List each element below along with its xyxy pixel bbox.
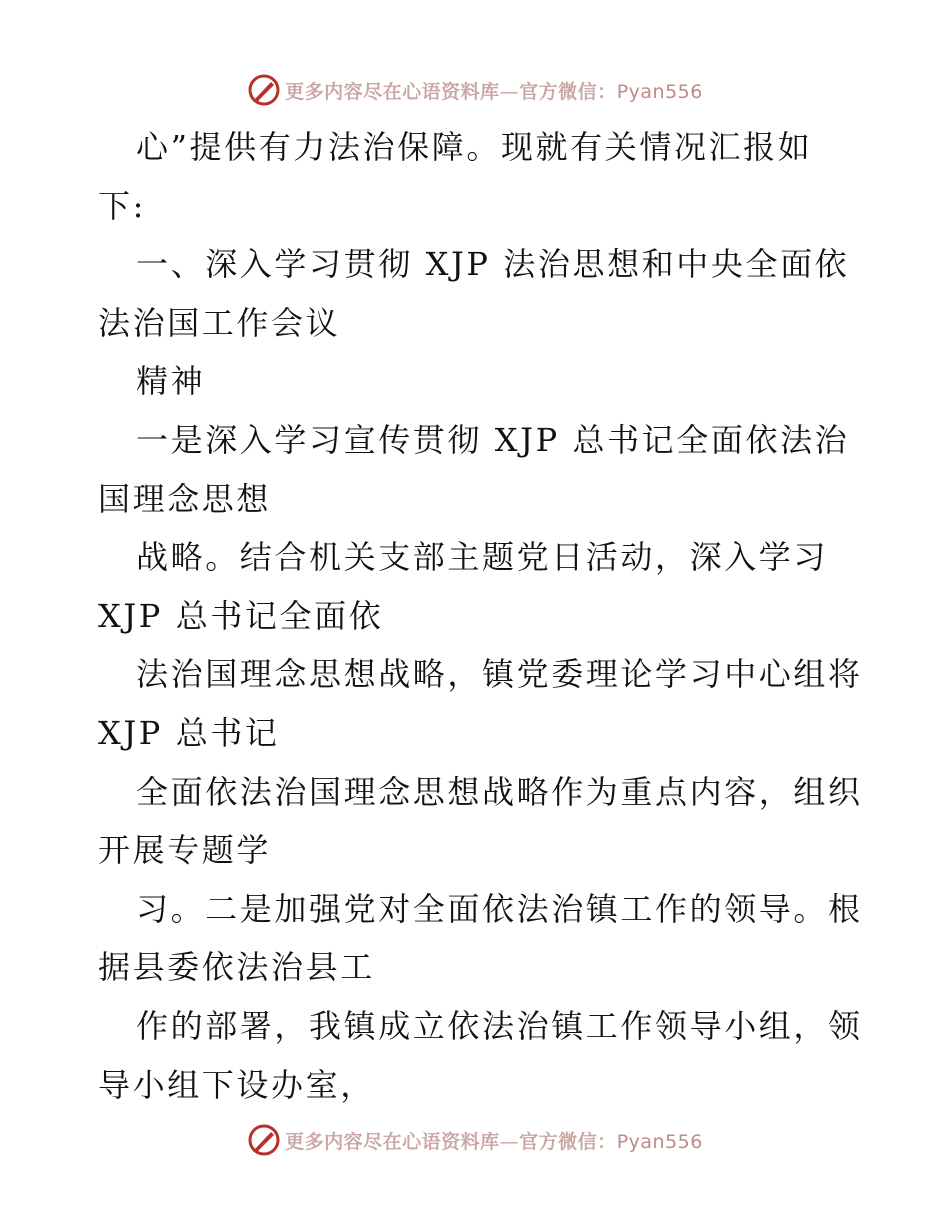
pen-logo-icon — [247, 1123, 281, 1157]
text-line: 心”提供有力法治保障。现就有关情况汇报如 — [136, 128, 813, 166]
watermark-text: 更多内容尽在心语资料库—官方微信：Pyan556 — [285, 80, 703, 103]
text-line: 开展专题学 — [98, 831, 272, 870]
footer-watermark — [0, 1120, 950, 1160]
section-heading-line: 一、深入学习贯彻 XJP 法治思想和中央全面依 — [136, 245, 850, 284]
text-line: 据县委依法治县工 — [98, 948, 375, 987]
text-line: 国理念思想 — [98, 479, 272, 518]
text-line: 习。二是加强党对全面依法治镇工作的领导。根 — [136, 889, 863, 928]
text-line: 导小组下设办室， — [98, 1065, 375, 1104]
header-watermark — [0, 70, 950, 110]
watermark-text: 更多内容尽在心语资料库—官方微信：Pyan556 — [285, 1130, 703, 1153]
text-line: 全面依法治国理念思想战略作为重点内容，组织 — [136, 772, 863, 811]
text-line: XJP 总书记 — [98, 713, 280, 752]
section-heading-line: 法治国工作会议 — [98, 303, 341, 342]
text-line: 法治国理念思想战略，镇党委理论学习中心组将 — [136, 655, 863, 694]
pen-logo-icon — [247, 73, 281, 107]
text-line: 作的部署，我镇成立依法治镇工作领导小组，领 — [136, 1006, 863, 1045]
text-line: 战略。结合机关支部主题党日活动，深入学习 — [136, 538, 829, 577]
text-line: 下: — [98, 186, 146, 225]
section-heading-line: 精神 — [136, 362, 206, 401]
text-line: XJP 总书记全面依 — [98, 596, 384, 635]
text-line: 一是深入学习宣传贯彻 XJP 总书记全面依法治 — [136, 420, 850, 459]
document-body — [98, 118, 878, 1114]
